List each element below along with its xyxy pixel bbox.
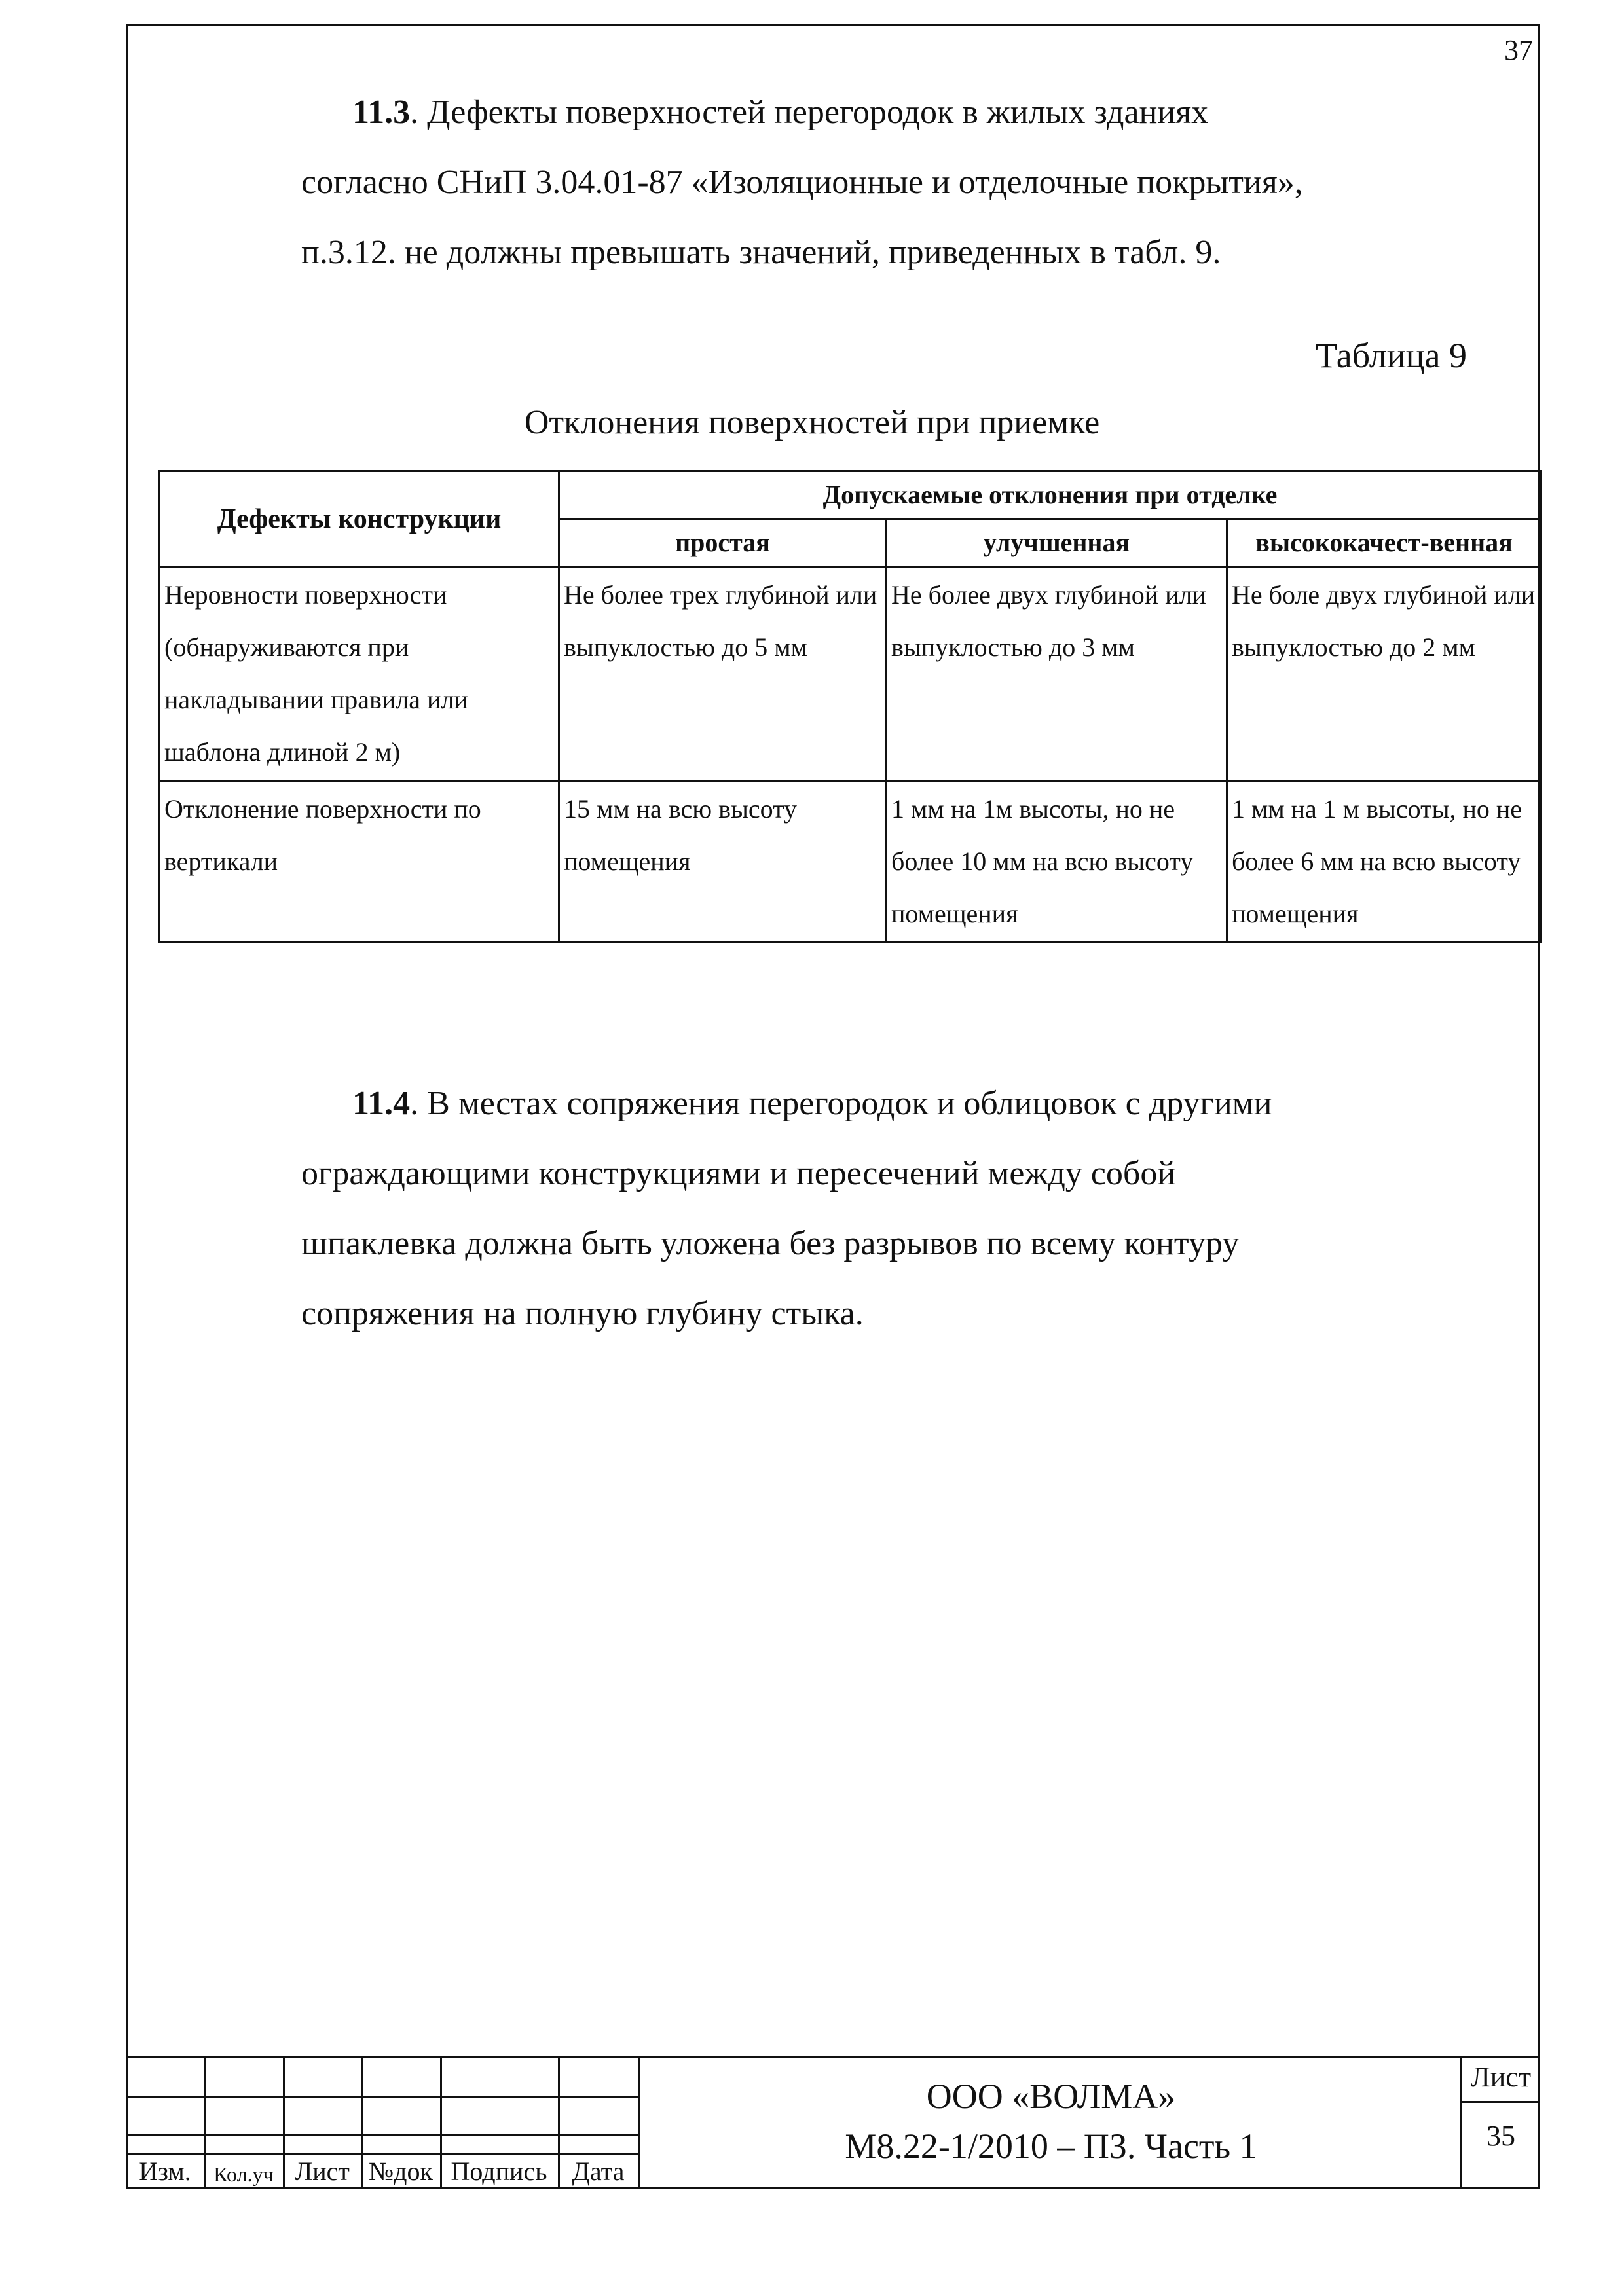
para-line: согласно СНиП 3.04.01-87 «Изоляционные и отделочные покрытия», <box>301 164 1303 201</box>
table-caption: Отклонения поверхностей при приемке <box>524 404 1100 441</box>
header-simple: простая <box>559 519 887 567</box>
stamp-label: Дата <box>572 2157 625 2186</box>
paragraph-11-4 <box>301 1068 1467 1349</box>
stamp-label: №док <box>369 2157 433 2186</box>
para-number: 11.4 <box>352 1085 411 1122</box>
page-number-top: 37 <box>1504 34 1533 66</box>
para-number: 11.3 <box>352 94 411 131</box>
deviations-table <box>158 470 1542 943</box>
stamp-label: Лист <box>295 2157 350 2186</box>
para-line: п.3.12. не должны превышать значений, приведенных в табл. 9. <box>301 234 1221 271</box>
para-line: ограждающими конструкциями и пересечений между собой <box>301 1155 1176 1192</box>
document-code: М8.22-1/2010 – ПЗ. Часть 1 <box>845 2126 1257 2166</box>
header-high-quality: высококачест-венная <box>1227 519 1541 567</box>
cell-improved: 1 мм на 1м высоты, но не более 10 мм на всю высоту помещения <box>887 781 1227 943</box>
cell-defect: Неровности поверхности (обнаруживаются при накладывании правила или шаблона длиной 2 м) <box>160 567 559 781</box>
cell-defect: Отклонение поверхности по вертикали <box>160 781 559 943</box>
revision-grid <box>126 2058 640 2189</box>
cell-high: 1 мм на 1 м высоты, но не более 6 мм на всю высоту помещения <box>1227 781 1541 943</box>
header-defects: Дефекты конструкции <box>160 471 559 567</box>
stamp-label: Кол.уч <box>213 2162 274 2186</box>
table-row <box>160 781 1541 943</box>
stamp-label: Подпись <box>451 2157 547 2186</box>
sheet-label: Лист <box>1470 2061 1532 2093</box>
para-line: шпаклевка должна быть уложена без разрывов по всему контуру <box>301 1225 1240 1262</box>
sheet-box <box>1460 2058 1540 2189</box>
sheet-number: 35 <box>1486 2120 1515 2152</box>
paragraph-11-3 <box>301 77 1467 287</box>
cell-simple: Не более трех глубиной или выпуклостью до 5 мм <box>559 567 887 781</box>
para-line: . Дефекты поверхностей перегородок в жилых зданиях <box>410 94 1209 131</box>
cell-improved: Не более двух глубиной или выпуклостью до 3 мм <box>887 567 1227 781</box>
table-number-label: Таблица 9 <box>1316 336 1467 375</box>
cell-simple: 15 мм на всю высоту помещения <box>559 781 887 943</box>
header-allowed-deviations: Допускаемые отклонения при отделке <box>559 471 1541 519</box>
para-line: сопряжения на полную глубину стыка. <box>301 1295 864 1332</box>
title-block <box>126 2056 1540 2189</box>
organization-name: ООО «ВОЛМА» <box>926 2077 1176 2116</box>
cell-high: Не боле двух глубиной или выпуклостью до 2 мм <box>1227 567 1541 781</box>
para-line: . В местах сопряжения перегородок и облицовок с другими <box>410 1085 1272 1122</box>
table-row <box>160 567 1541 781</box>
stamp-label: Изм. <box>139 2157 191 2186</box>
header-improved: улучшенная <box>887 519 1227 567</box>
